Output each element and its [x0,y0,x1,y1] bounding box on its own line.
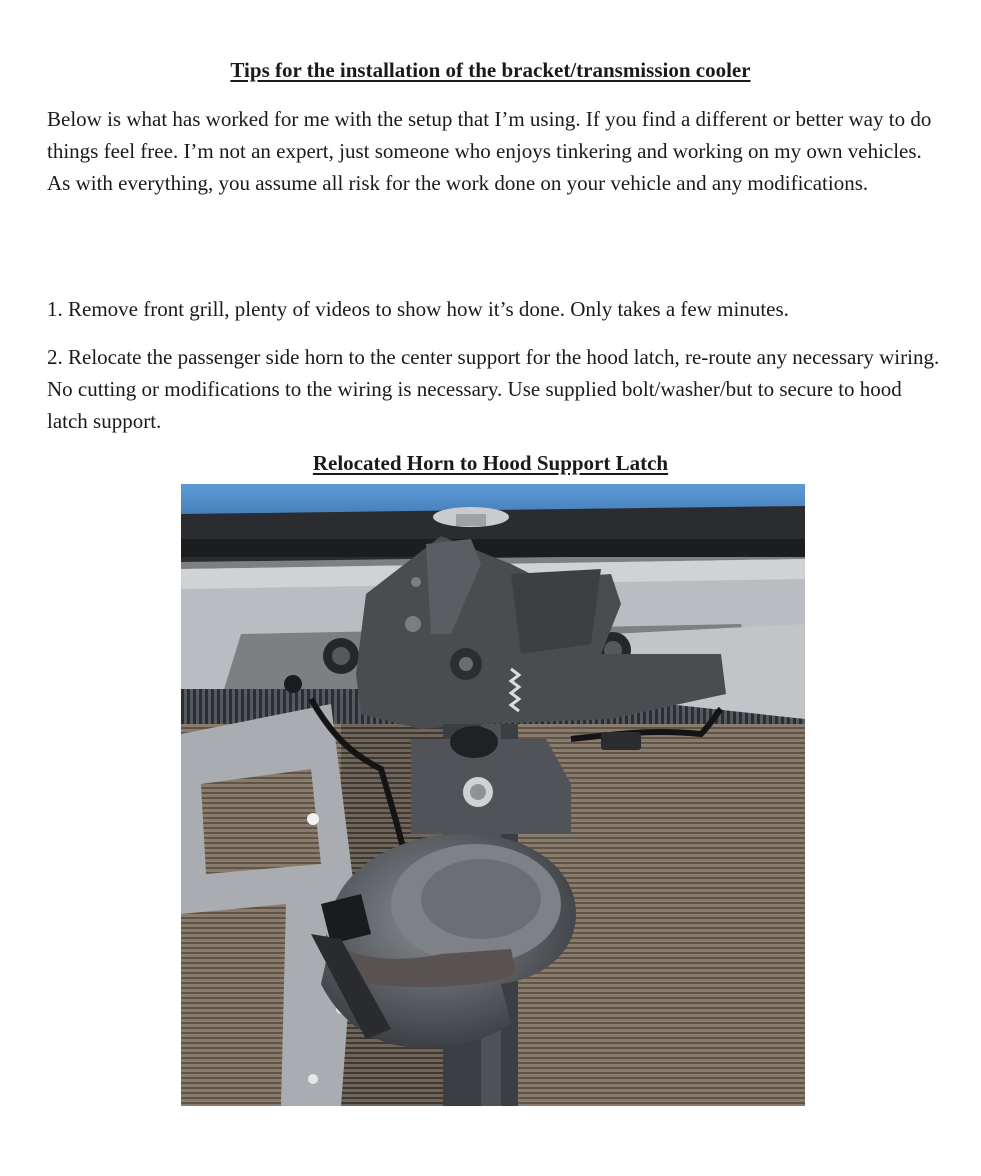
page-title-text: Tips for the installation of the bracket/transmission cooler [230,58,751,82]
page-title [0,58,981,83]
photo-illustration [181,484,805,1106]
figure-caption [0,451,981,476]
step-1: 1. Remove front grill, plenty of videos to show how it’s done. Only takes a few minutes. [47,297,789,321]
horn-on-hood-latch-photo [181,484,805,1106]
figure-caption-text: Relocated Horn to Hood Support Latch [312,451,669,475]
step-2: 2. Relocate the passenger side horn to the center support for the hood latch, re-route any necessary wiring. No cutting or modifications to the wiring is necessary. Use supplied bolt/washer/but to secure to hood latch support. [47,345,940,433]
intro-paragraph: Below is what has worked for me with the setup that I’m using. If you find a different or better way to do things feel free. I’m not an expert, just someone who enjoys tinkering and working on my own vehicles. As with everything, you assume all risk for the work done on your vehicle and any modifications. [47,107,932,195]
